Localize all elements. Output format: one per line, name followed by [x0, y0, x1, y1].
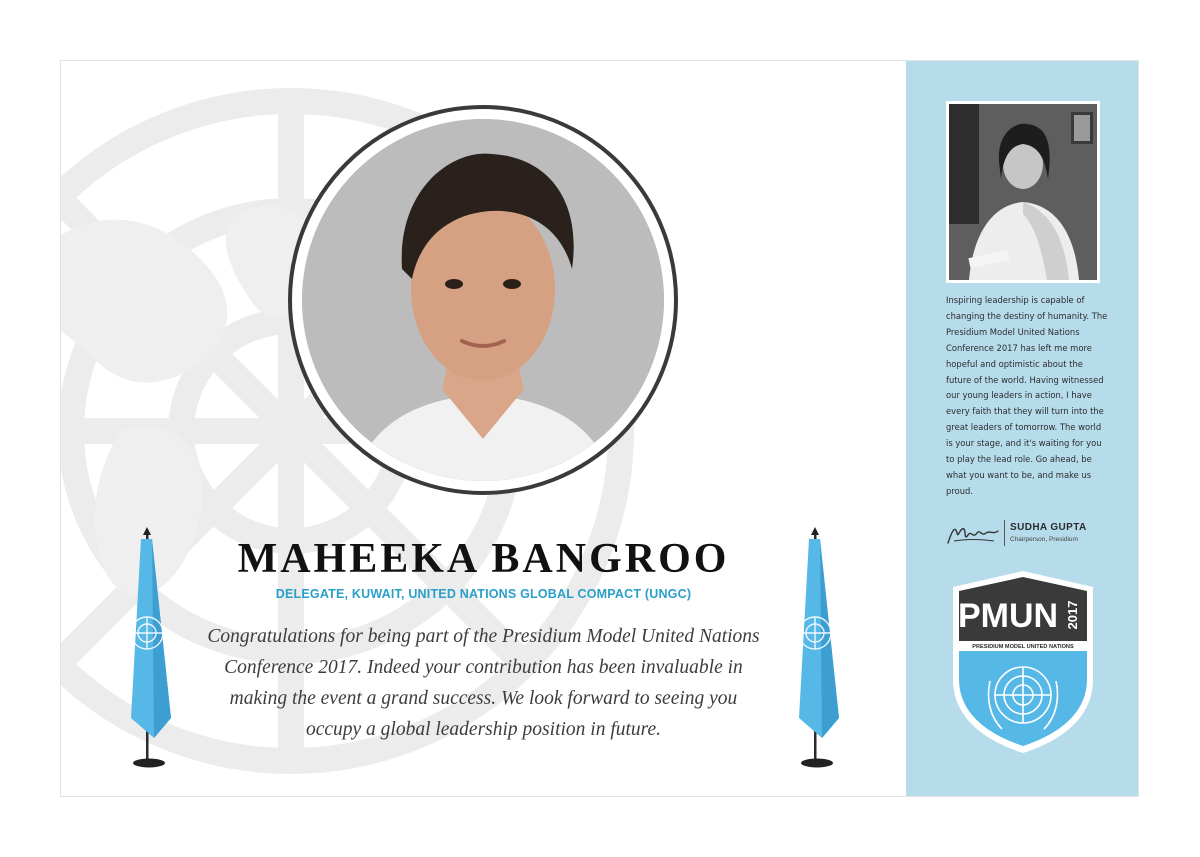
main-panel — [61, 61, 906, 796]
recipient-silhouette-icon — [302, 119, 664, 481]
signature-icon — [946, 521, 1000, 547]
recipient-role: DELEGATE, KUWAIT, UNITED NATIONS GLOBAL COMPACT (UNGC) — [275, 587, 692, 601]
pmun-2017-badge — [950, 569, 1096, 755]
badge-year: 2017 — [1065, 600, 1080, 630]
certificate — [60, 60, 1139, 797]
recipient-name: MAHEEKA BANGROO — [237, 536, 730, 582]
congratulations-message: Congratulations for being part of the Presidium Model United Nations Conference 2017. Indeed your contribution has been invaluable in making the event a grand success. We look forward to seeing you occupy a global leadership position in future. — [207, 626, 760, 740]
recipient-photo-frame — [288, 105, 678, 495]
signature-divider — [1004, 520, 1005, 546]
chairperson-panel — [906, 61, 1138, 796]
signature-block — [946, 519, 1116, 549]
badge-tagline: PRESIDIUM MODEL UNITED NATIONS — [972, 644, 1074, 650]
chairperson-silhouette-icon — [949, 104, 1097, 280]
un-flag-right-icon — [787, 523, 847, 773]
un-flag-left-icon — [119, 523, 179, 773]
chairperson-quote: Inspiring leadership is capable of changing the destiny of humanity. The Presidium Model United Nations Conference 2017 has left me more hopeful and optimistic about the future of the world. Having witnessed our young leaders in action, I have every faith that they will turn into the great leaders of tomorrow. The world is your stage, and it's waiting for you to play the lead role. Go ahead, be what you want to be, and make us proud. — [946, 295, 1108, 496]
badge-acronym: PMUN — [957, 597, 1059, 635]
recipient-photo — [302, 119, 664, 481]
signatory-title: Chairperson, Presidium — [1010, 536, 1078, 543]
chairperson-photo — [946, 101, 1100, 283]
signatory-name: SUDHA GUPTA — [1010, 522, 1087, 533]
